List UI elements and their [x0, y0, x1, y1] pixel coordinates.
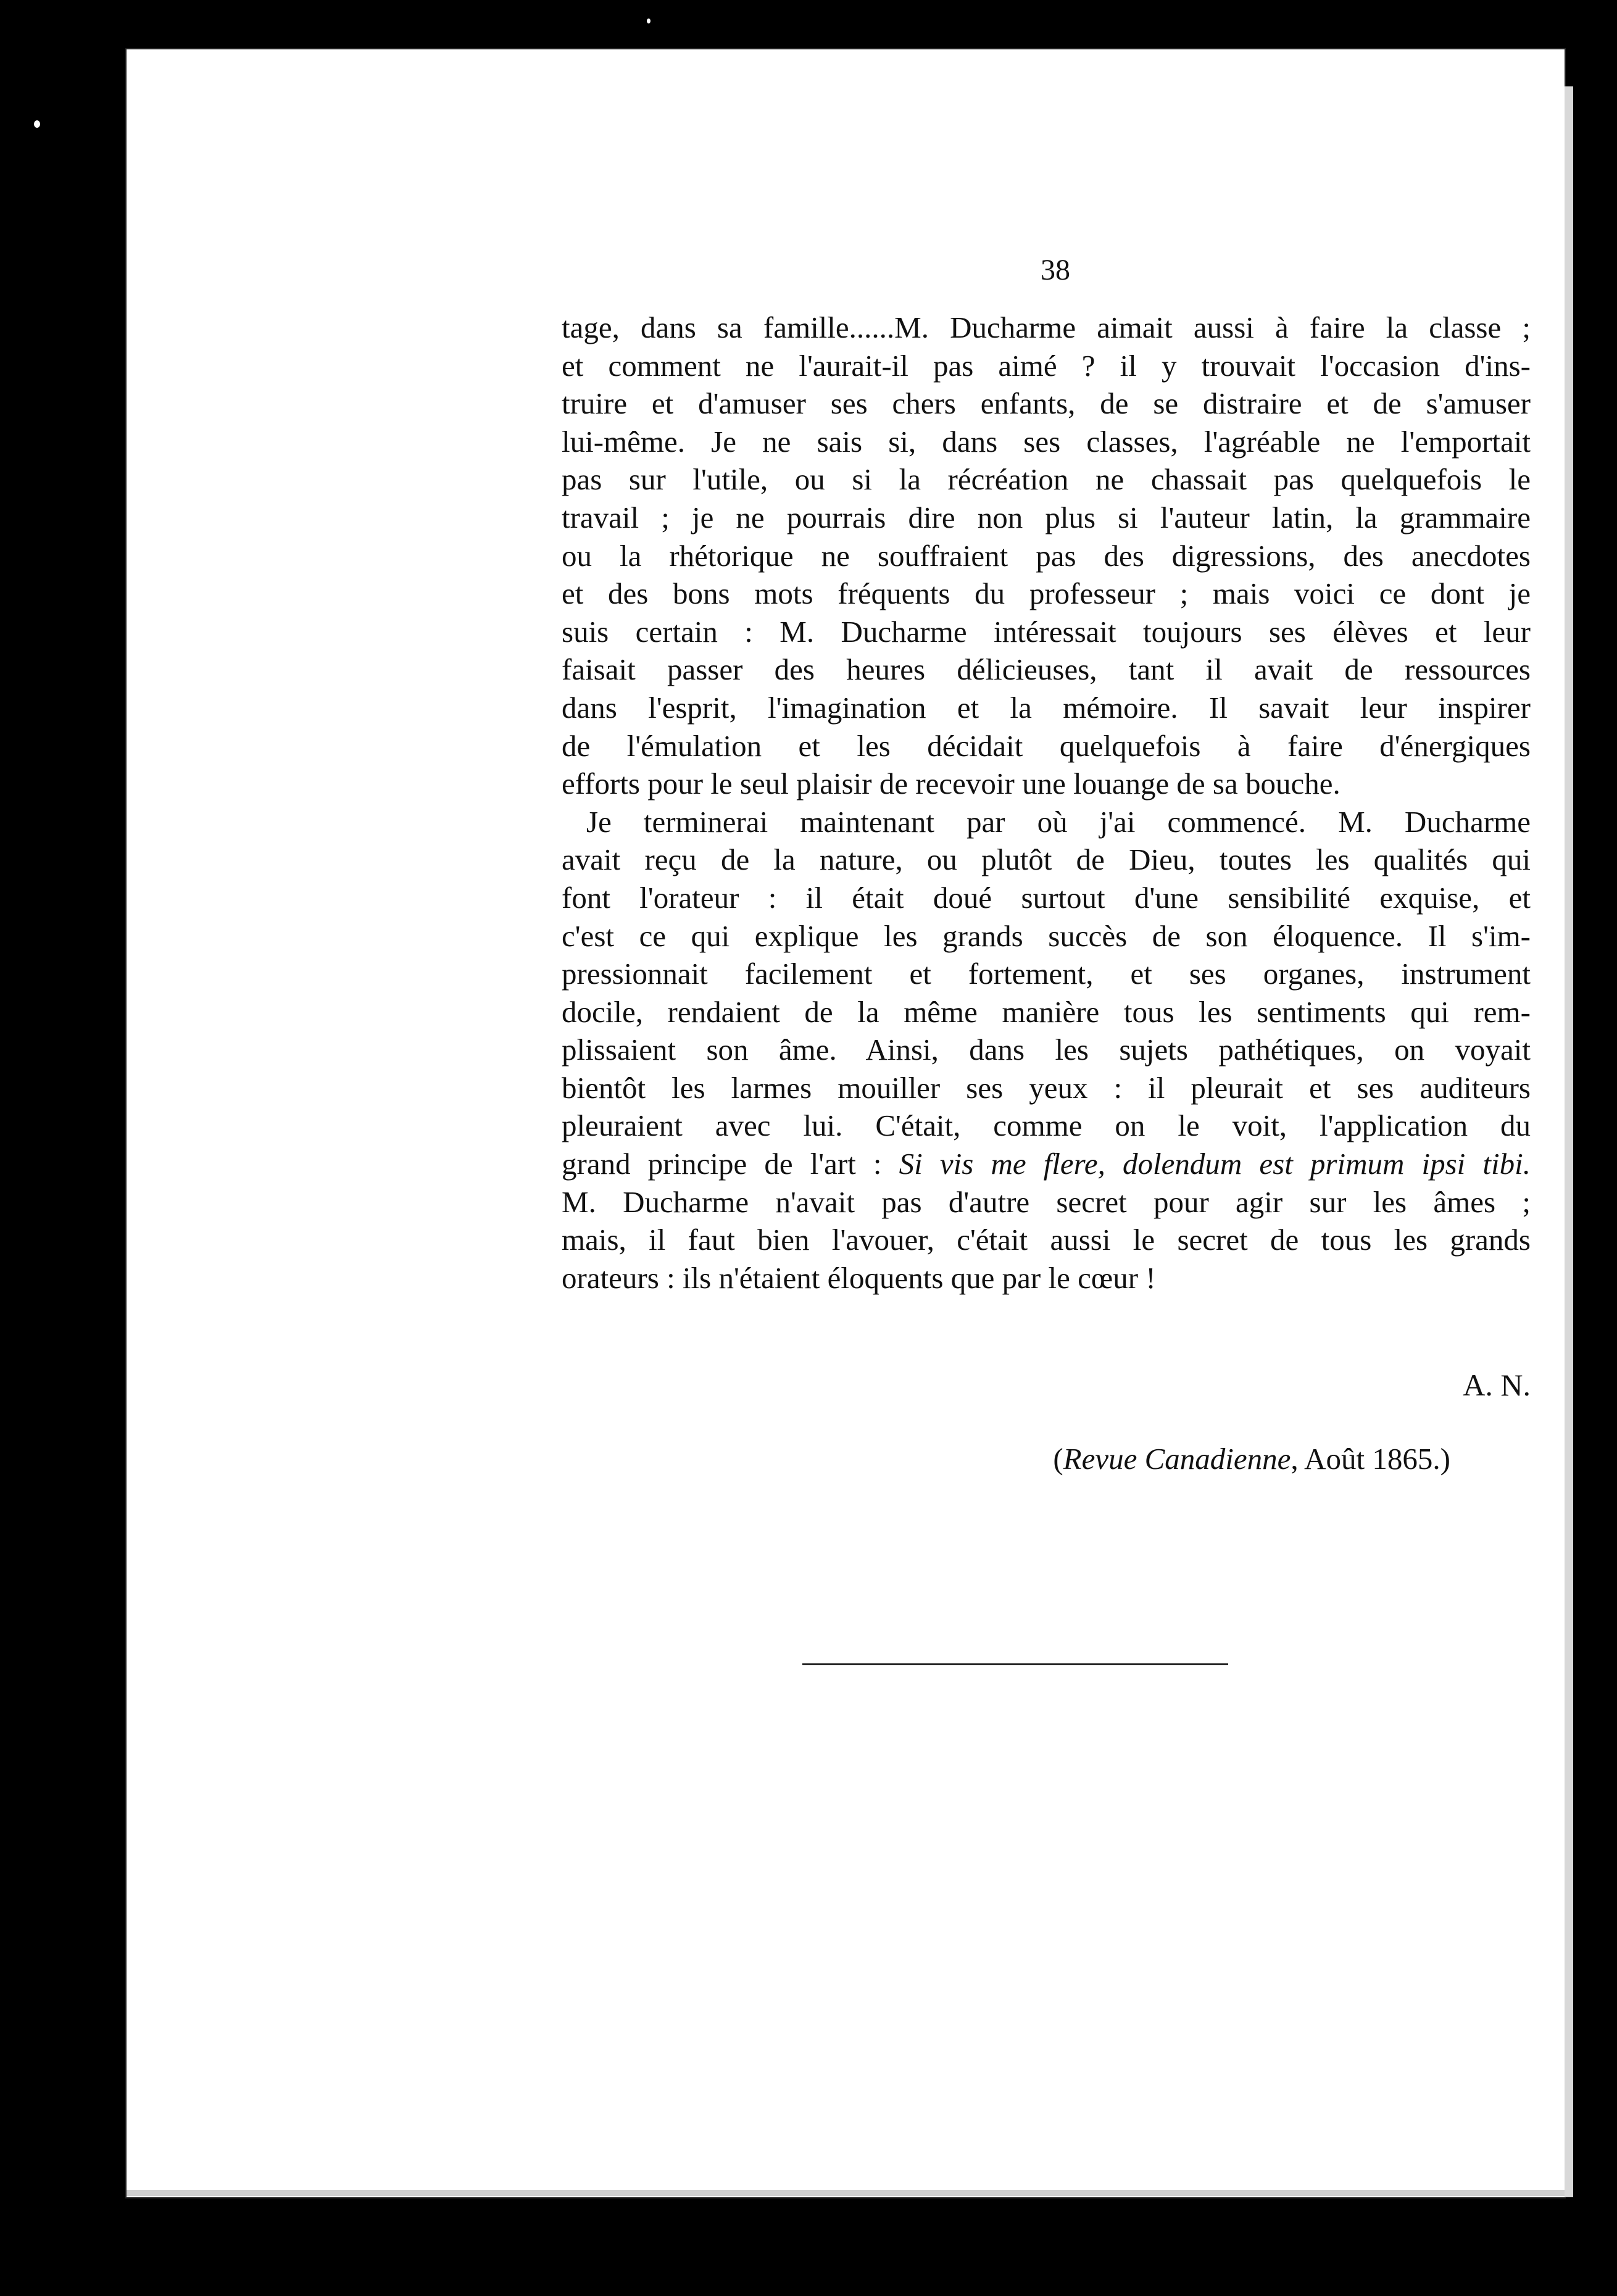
source-open: ( — [1053, 1442, 1063, 1476]
source-citation — [926, 1441, 1450, 1476]
author-signature: A. N. — [1463, 1368, 1531, 1402]
text-line: tage, dans sa famille......M. Ducharme aimait aussi à faire la classe ; — [562, 310, 1531, 344]
text-line: et des bons mots fréquents du professeur ; mais voici ce dont je — [562, 576, 1531, 611]
text-line: efforts pour le seul plaisir de recevoir une louange de sa bouche. — [562, 767, 1341, 801]
text-line: truire et d'amuser ses chers enfants, de se distraire et de s'amuser — [562, 386, 1531, 421]
text-line: pas sur l'utile, ou si la récréation ne chassait pas quelquefois le — [562, 462, 1531, 497]
text-line: font l'orateur : il était doué surtout d'une sensibilité exquise, et — [562, 880, 1531, 915]
text-line: M. Ducharme n'avait pas d'autre secret pour agir sur les âmes ; — [562, 1184, 1531, 1219]
text-line: dans l'esprit, l'imagination et la mémoire. Il savait leur inspirer — [562, 690, 1531, 725]
text-line: pressionnait facilement et fortement, et ses organes, instrument — [562, 957, 1531, 991]
text-line: travail ; je ne pourrais dire non plus si l'auteur latin, la grammaire — [562, 500, 1531, 534]
text-line: pleuraient avec lui. C'était, comme on le voit, l'application du — [562, 1108, 1531, 1143]
text-line: ou la rhétorique ne souffraient pas des digressions, des anecdotes — [562, 538, 1531, 573]
latin-quote: Si vis me flere, dolendum est primum ipsi tibi. — [899, 1147, 1531, 1181]
text-line: faisait passer des heures délicieuses, tant il avait de ressources — [562, 652, 1531, 687]
scan-speck — [647, 19, 651, 23]
text-line: et comment ne l'aurait-il pas aimé ? il y trouvait l'occasion d'ins- — [562, 348, 1531, 383]
text-line: suis certain : M. Ducharme intéressait toujours ses élèves et leur — [562, 614, 1531, 649]
text-line: de l'émulation et les décidait quelquefois à faire d'énergiques — [562, 728, 1531, 763]
page-edge-right — [1565, 86, 1573, 2197]
text-line: c'est ce qui explique les grands succès de son éloquence. Il s'im- — [562, 918, 1531, 953]
text-line-quote — [562, 1145, 1531, 1183]
text-line: mais, il faut bien l'avouer, c'était aussi le secret de tous les grands — [562, 1223, 1531, 1257]
text-line: orateurs : ils n'étaient éloquents que par le cœur ! — [562, 1260, 1156, 1295]
text-line: plissaient son âme. Ainsi, dans les sujets pathétiques, on voyait — [562, 1033, 1531, 1067]
source-date: , Août 1865.) — [1291, 1442, 1450, 1476]
text-line: lui-même. Je ne sais si, dans ses classes, l'agréable ne l'emportait — [562, 424, 1531, 459]
text-line: avait reçu de la nature, ou plutôt de Dieu, toutes les qualités qui — [562, 842, 1531, 877]
page-number: 38 — [1041, 254, 1070, 286]
page-edge-bottom — [127, 2190, 1565, 2196]
text-line: Je terminerai maintenant par où j'ai commencé. M. Ducharme — [586, 804, 1531, 839]
scan-speck — [34, 120, 40, 128]
quote-prefix: grand principe de l'art : — [562, 1147, 899, 1181]
body-text — [562, 309, 1531, 1297]
text-line: docile, rendaient de la même manière tous les sentiments qui rem- — [562, 994, 1531, 1029]
closing-rule — [802, 1663, 1228, 1665]
source-title: Revue Canadienne — [1063, 1442, 1291, 1476]
text-line: bientôt les larmes mouiller ses yeux : il pleurait et ses auditeurs — [562, 1070, 1531, 1105]
